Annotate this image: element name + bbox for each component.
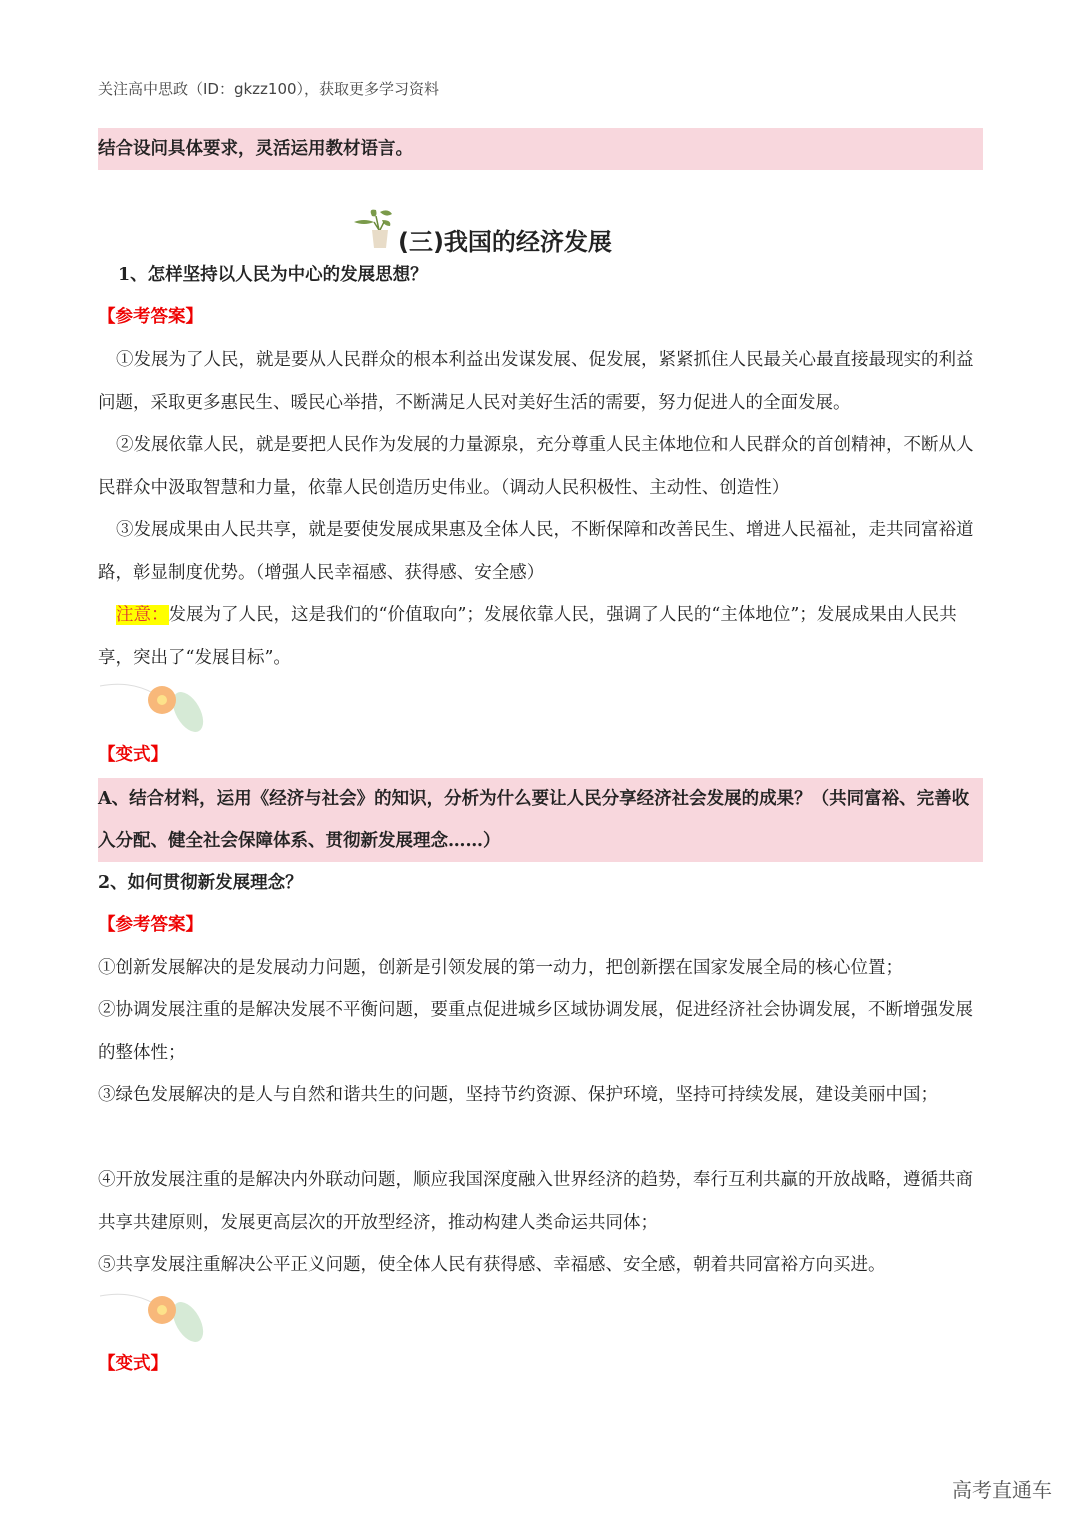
header-note: 关注高中思政（ID：gkzz100），获取更多学习资料 (98, 80, 440, 98)
reference-answer-label: 【参考答案】 (98, 915, 203, 935)
flower-icon (100, 1286, 210, 1346)
variant-label: 【变式】 (98, 1354, 168, 1374)
watermark-footer: 高考直通车 (952, 1478, 1052, 1502)
answer-1-item: ③发展成果由人民共享，就是要使发展成果惠及全体人民，不断保障和改善民生、增进人民福祉，走共同富裕道路，彰显制度优势。（增强人民幸福感、获得感、安全感） (98, 520, 974, 583)
note-paragraph (98, 594, 983, 679)
variant-label: 【变式】 (98, 745, 168, 765)
question-2: 2、如何贯彻新发展理念？ (98, 873, 303, 893)
answer-2-item: ②协调发展注重的是解决发展不平衡问题，要重点促进城乡区域协调发展，促进经济社会协调发展，不断增强发展的整体性； (98, 1000, 973, 1063)
answer-2-item: ⑤共享发展注重解决公平正义问题，使全体人民有获得感、幸福感、安全感，朝着共同富裕方向买进。 (98, 1255, 886, 1275)
plant-icon (350, 206, 398, 250)
question-1: 1、怎样坚持以人民为中心的发展思想？ (118, 265, 428, 285)
flower-icon (100, 676, 210, 736)
note-label: 注意： (116, 605, 169, 625)
answer-2-item: ①创新发展解决的是发展动力问题，创新是引领发展的第一动力，把创新摆在国家发展全局的核心位置； (98, 958, 903, 978)
banner-tip: 结合设问具体要求，灵活运用教材语言。 (98, 128, 983, 170)
section-title: (三)我国的经济发展 (398, 228, 612, 256)
variant-question-a: A、结合材料，运用《经济与社会》的知识，分析为什么要让人民分享经济社会发展的成果？（共同富裕、完善收入分配、健全社会保障体系、贯彻新发展理念……） (98, 778, 983, 862)
answer-1-item: ②发展依靠人民，就是要把人民作为发展的力量源泉，充分尊重人民主体地位和人民群众的首创精神，不断从人民群众中汲取智慧和力量，依靠人民创造历史伟业。（调动人民积极性、主动性、创造性） (98, 435, 974, 498)
reference-answer-label: 【参考答案】 (98, 307, 203, 327)
answer-2-item: ④开放发展注重的是解决内外联动问题，顺应我国深度融入世界经济的趋势，奉行互利共赢的开放战略，遵循共商共享共建原则，发展更高层次的开放型经济，推动构建人类命运共同体； (98, 1170, 973, 1233)
note-text: 发展为了人民，这是我们的“价值取向”；发展依靠人民，强调了人民的“主体地位”；发展成果由人民共享，突出了“发展目标”。 (98, 605, 957, 668)
answer-1-item: ①发展为了人民，就是要从人民群众的根本利益出发谋发展、促发展，紧紧抓住人民最关心最直接最现实的利益问题，采取更多惠民生、暖民心举措，不断满足人民对美好生活的需要，努力促进人的全面发展。 (98, 350, 974, 413)
answer-2-item: ③绿色发展解决的是人与自然和谐共生的问题，坚持节约资源、保护环境，坚持可持续发展，建设美丽中国； (98, 1085, 938, 1105)
